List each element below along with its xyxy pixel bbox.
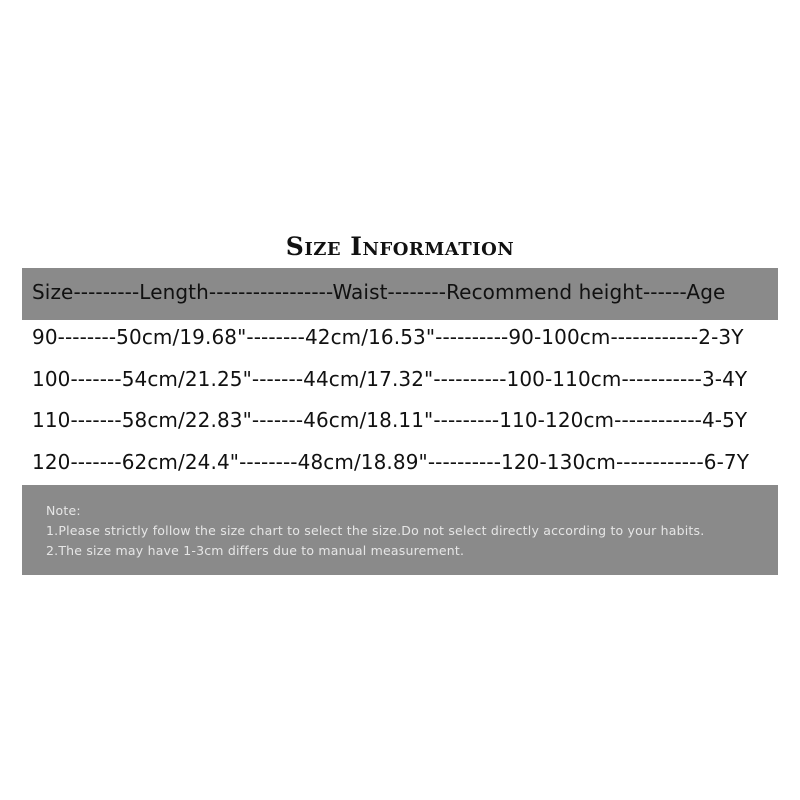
size-table-header-text: Size---------Length-----------------Waist--------Recommend height------Age <box>32 280 726 304</box>
size-table-row-120: 120-------62cm/24.4"--------48cm/18.89"----------120-130cm------------6-7Y <box>32 450 750 474</box>
size-information-title: Size Information <box>285 232 515 261</box>
size-table-row-110: 110-------58cm/22.83"-------46cm/18.11"---------110-120cm------------4-5Y <box>32 408 748 432</box>
size-table-header <box>22 268 778 320</box>
size-table-row-90: 90--------50cm/19.68"--------42cm/16.53"----------90-100cm------------2-3Y <box>32 325 744 349</box>
size-table-row-100: 100-------54cm/21.25"-------44cm/17.32"----------100-110cm-----------3-4Y <box>32 367 748 391</box>
note-line-1: 1.Please strictly follow the size chart to select the size.Do not select directly according to your habits. <box>46 523 705 538</box>
note-line-2: 2.The size may have 1-3cm differs due to manual measurement. <box>46 543 465 558</box>
note-box <box>22 485 778 575</box>
note-heading: Note: <box>46 503 81 518</box>
